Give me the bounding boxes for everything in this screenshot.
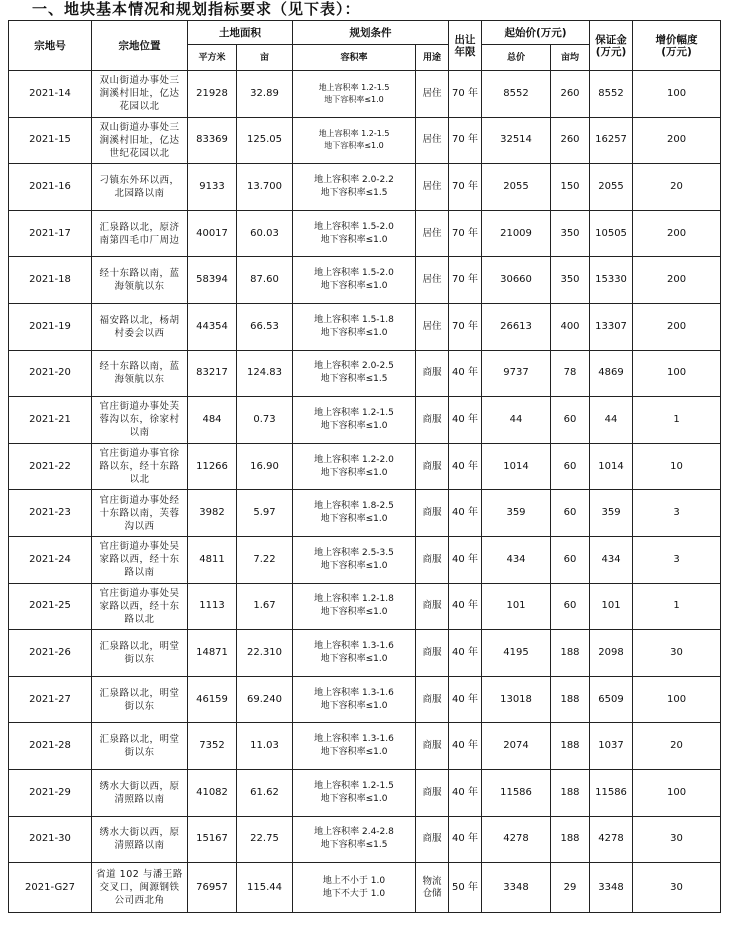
cell-per-mu-price: 188 bbox=[551, 630, 590, 677]
far-above-ground: 地上容积率 1.3-1.6 bbox=[314, 687, 394, 698]
cell-per-mu-price: 350 bbox=[551, 257, 590, 304]
cell-area-sqm: 21928 bbox=[188, 71, 237, 118]
table-row bbox=[9, 536, 721, 583]
cell-land-use: 商服 bbox=[416, 630, 449, 677]
table-row bbox=[9, 769, 721, 816]
cell-term: 40 年 bbox=[449, 630, 482, 677]
far-below-ground: 地下容积率≤1.0 bbox=[320, 467, 388, 478]
header-term-line1: 出让 bbox=[454, 33, 476, 46]
cell-per-mu-price: 400 bbox=[551, 303, 590, 350]
table-row bbox=[9, 350, 721, 397]
cell-location: 官庄街道办事处吴家路以西，经十东路以南 bbox=[92, 536, 188, 583]
far-above-ground: 地上容积率 2.5-3.5 bbox=[314, 547, 394, 558]
header-term-line2: 年限 bbox=[454, 45, 476, 58]
header-planning: 规划条件 bbox=[293, 21, 449, 45]
cell-parcel-id: 2021-G27 bbox=[9, 863, 92, 913]
cell-total-price: 44 bbox=[482, 397, 551, 444]
far-below-ground: 地下不大于 1.0 bbox=[322, 888, 386, 899]
cell-term: 40 年 bbox=[449, 350, 482, 397]
header-use: 用途 bbox=[416, 45, 449, 71]
cell-parcel-id: 2021-23 bbox=[9, 490, 92, 537]
cell-deposit: 1014 bbox=[590, 443, 633, 490]
cell-term: 40 年 bbox=[449, 583, 482, 630]
table-row bbox=[9, 676, 721, 723]
cell-increment: 200 bbox=[633, 303, 721, 350]
cell-total-price: 32514 bbox=[482, 117, 551, 164]
cell-per-mu-price: 350 bbox=[551, 210, 590, 257]
cell-total-price: 13018 bbox=[482, 676, 551, 723]
cell-term: 70 年 bbox=[449, 257, 482, 304]
far-below-ground: 地下容积率≤1.0 bbox=[324, 94, 384, 104]
cell-increment: 100 bbox=[633, 676, 721, 723]
cell-area-mu: 11.03 bbox=[237, 723, 293, 770]
cell-term: 50 年 bbox=[449, 863, 482, 913]
cell-increment: 30 bbox=[633, 863, 721, 913]
far-above-ground: 地上容积率 1.5-2.0 bbox=[314, 268, 394, 279]
header-total-price: 总价 bbox=[482, 45, 551, 71]
far-above-ground: 地上容积率 1.2-1.5 bbox=[318, 129, 390, 139]
cell-total-price: 26613 bbox=[482, 303, 551, 350]
cell-area-mu: 124.83 bbox=[237, 350, 293, 397]
cell-far bbox=[293, 397, 416, 444]
far-above-ground: 地上容积率 1.5-2.0 bbox=[314, 221, 394, 232]
cell-total-price: 4195 bbox=[482, 630, 551, 677]
far-below-ground: 地下容积率≤1.0 bbox=[320, 420, 388, 431]
cell-location: 双山街道办事处三涧溪村旧址，亿达花园以北 bbox=[92, 71, 188, 118]
cell-per-mu-price: 78 bbox=[551, 350, 590, 397]
cell-area-mu: 87.60 bbox=[237, 257, 293, 304]
cell-increment: 100 bbox=[633, 769, 721, 816]
far-below-ground: 地下容积率≤1.0 bbox=[320, 327, 388, 338]
cell-deposit: 2055 bbox=[590, 164, 633, 211]
cell-area-sqm: 46159 bbox=[188, 676, 237, 723]
cell-total-price: 4278 bbox=[482, 816, 551, 863]
cell-area-sqm: 15167 bbox=[188, 816, 237, 863]
table-row bbox=[9, 164, 721, 211]
header-area-sqm: 平方米 bbox=[188, 45, 237, 71]
cell-land-use: 物流仓储 bbox=[416, 863, 449, 913]
far-below-ground: 地下容积率≤1.0 bbox=[320, 700, 388, 711]
cell-term: 40 年 bbox=[449, 723, 482, 770]
header-row-1 bbox=[9, 21, 721, 45]
cell-land-use: 商服 bbox=[416, 490, 449, 537]
far-above-ground: 地上容积率 1.2-1.5 bbox=[314, 780, 394, 791]
cell-area-sqm: 4811 bbox=[188, 536, 237, 583]
far-above-ground: 地上容积率 1.3-1.6 bbox=[314, 640, 394, 651]
far-below-ground: 地下容积率≤1.0 bbox=[320, 653, 388, 664]
cell-area-mu: 60.03 bbox=[237, 210, 293, 257]
section-title: 一、地块基本情况和规划指标要求（见下表）： bbox=[32, 0, 361, 18]
cell-area-mu: 66.53 bbox=[237, 303, 293, 350]
header-start-price: 起始价(万元) bbox=[482, 21, 590, 45]
cell-area-sqm: 83217 bbox=[188, 350, 237, 397]
cell-per-mu-price: 188 bbox=[551, 816, 590, 863]
cell-per-mu-price: 188 bbox=[551, 676, 590, 723]
far-above-ground: 地上容积率 1.2-2.0 bbox=[314, 454, 394, 465]
cell-location: 绣水大街以西，原清照路以南 bbox=[92, 816, 188, 863]
cell-area-mu: 0.73 bbox=[237, 397, 293, 444]
header-deposit-line1: 保证金 bbox=[595, 33, 627, 46]
cell-location: 官庄街道办事处芙蓉沟以东，徐家村以南 bbox=[92, 397, 188, 444]
far-below-ground: 地下容积率≤1.0 bbox=[320, 607, 388, 618]
far-below-ground: 地下容积率≤1.5 bbox=[320, 374, 388, 385]
cell-location: 刁镇东外环以西，北园路以南 bbox=[92, 164, 188, 211]
cell-parcel-id: 2021-15 bbox=[9, 117, 92, 164]
cell-per-mu-price: 60 bbox=[551, 490, 590, 537]
cell-land-use: 商服 bbox=[416, 816, 449, 863]
land-parcel-table bbox=[8, 20, 721, 913]
cell-far bbox=[293, 863, 416, 913]
cell-parcel-id: 2021-28 bbox=[9, 723, 92, 770]
far-below-ground: 地下容积率≤1.0 bbox=[320, 234, 388, 245]
cell-area-sqm: 484 bbox=[188, 397, 237, 444]
cell-total-price: 359 bbox=[482, 490, 551, 537]
cell-term: 40 年 bbox=[449, 443, 482, 490]
cell-deposit: 434 bbox=[590, 536, 633, 583]
table-row bbox=[9, 210, 721, 257]
cell-term: 40 年 bbox=[449, 536, 482, 583]
cell-increment: 10 bbox=[633, 443, 721, 490]
cell-area-sqm: 1113 bbox=[188, 583, 237, 630]
cell-area-mu: 61.62 bbox=[237, 769, 293, 816]
cell-far bbox=[293, 583, 416, 630]
cell-land-use: 商服 bbox=[416, 723, 449, 770]
cell-term: 40 年 bbox=[449, 397, 482, 444]
cell-far bbox=[293, 490, 416, 537]
table-row bbox=[9, 117, 721, 164]
cell-parcel-id: 2021-14 bbox=[9, 71, 92, 118]
cell-parcel-id: 2021-27 bbox=[9, 676, 92, 723]
far-below-ground: 地下容积率≤1.0 bbox=[320, 793, 388, 804]
cell-deposit: 4869 bbox=[590, 350, 633, 397]
table-body bbox=[9, 71, 721, 913]
cell-deposit: 2098 bbox=[590, 630, 633, 677]
cell-location: 绣水大街以西，原清照路以南 bbox=[92, 769, 188, 816]
cell-parcel-id: 2021-19 bbox=[9, 303, 92, 350]
cell-deposit: 4278 bbox=[590, 816, 633, 863]
header-increment bbox=[633, 21, 721, 71]
cell-land-use: 居住 bbox=[416, 71, 449, 118]
table-row bbox=[9, 816, 721, 863]
cell-increment: 200 bbox=[633, 257, 721, 304]
far-above-ground: 地上容积率 1.8-2.5 bbox=[314, 501, 394, 512]
cell-total-price: 3348 bbox=[482, 863, 551, 913]
cell-total-price: 11586 bbox=[482, 769, 551, 816]
cell-increment: 200 bbox=[633, 117, 721, 164]
cell-area-mu: 13.700 bbox=[237, 164, 293, 211]
cell-parcel-id: 2021-26 bbox=[9, 630, 92, 677]
cell-increment: 100 bbox=[633, 350, 721, 397]
cell-deposit: 16257 bbox=[590, 117, 633, 164]
cell-area-mu: 7.22 bbox=[237, 536, 293, 583]
cell-far bbox=[293, 769, 416, 816]
cell-location: 汇泉路以北，明堂街以东 bbox=[92, 630, 188, 677]
far-above-ground: 地上容积率 1.2-1.8 bbox=[314, 594, 394, 605]
cell-location: 经十东路以南，蓝海领航以东 bbox=[92, 257, 188, 304]
cell-land-use: 商服 bbox=[416, 536, 449, 583]
cell-deposit: 8552 bbox=[590, 71, 633, 118]
cell-area-mu: 32.89 bbox=[237, 71, 293, 118]
header-increment-line1: 增价幅度 bbox=[655, 33, 698, 46]
cell-area-sqm: 7352 bbox=[188, 723, 237, 770]
cell-deposit: 359 bbox=[590, 490, 633, 537]
cell-land-use: 商服 bbox=[416, 443, 449, 490]
cell-land-use: 居住 bbox=[416, 164, 449, 211]
header-per-mu: 亩均 bbox=[551, 45, 590, 71]
cell-total-price: 9737 bbox=[482, 350, 551, 397]
header-deposit-line2: (万元) bbox=[595, 45, 627, 58]
cell-term: 70 年 bbox=[449, 71, 482, 118]
cell-location: 汇泉路以北，明堂街以东 bbox=[92, 676, 188, 723]
cell-deposit: 11586 bbox=[590, 769, 633, 816]
header-land-area: 土地面积 bbox=[188, 21, 293, 45]
cell-total-price: 30660 bbox=[482, 257, 551, 304]
far-above-ground: 地上容积率 2.0-2.5 bbox=[314, 361, 394, 372]
cell-deposit: 101 bbox=[590, 583, 633, 630]
table-row bbox=[9, 303, 721, 350]
cell-total-price: 2055 bbox=[482, 164, 551, 211]
cell-per-mu-price: 60 bbox=[551, 583, 590, 630]
cell-increment: 30 bbox=[633, 816, 721, 863]
cell-far bbox=[293, 71, 416, 118]
cell-term: 40 年 bbox=[449, 490, 482, 537]
cell-area-sqm: 41082 bbox=[188, 769, 237, 816]
cell-far bbox=[293, 350, 416, 397]
cell-area-sqm: 40017 bbox=[188, 210, 237, 257]
far-above-ground: 地上容积率 1.2-1.5 bbox=[318, 82, 390, 92]
far-below-ground: 地下容积率≤1.0 bbox=[324, 141, 384, 151]
cell-deposit: 1037 bbox=[590, 723, 633, 770]
cell-land-use: 居住 bbox=[416, 210, 449, 257]
cell-increment: 1 bbox=[633, 397, 721, 444]
cell-area-sqm: 44354 bbox=[188, 303, 237, 350]
cell-far bbox=[293, 303, 416, 350]
cell-total-price: 1014 bbox=[482, 443, 551, 490]
cell-location: 双山街道办事处三涧溪村旧址，亿达世纪花园以北 bbox=[92, 117, 188, 164]
cell-parcel-id: 2021-24 bbox=[9, 536, 92, 583]
cell-increment: 3 bbox=[633, 536, 721, 583]
cell-term: 70 年 bbox=[449, 303, 482, 350]
cell-location: 官庄街道办事处吴家路以西，经十东路以北 bbox=[92, 583, 188, 630]
cell-location: 官庄街道办事官徐路以东，经十东路以北 bbox=[92, 443, 188, 490]
far-below-ground: 地下容积率≤1.0 bbox=[320, 514, 388, 525]
cell-total-price: 101 bbox=[482, 583, 551, 630]
far-above-ground: 地上容积率 2.0-2.2 bbox=[314, 174, 394, 185]
cell-per-mu-price: 60 bbox=[551, 397, 590, 444]
header-deposit bbox=[590, 21, 633, 71]
far-above-ground: 地上不小于 1.0 bbox=[322, 875, 386, 886]
table-row bbox=[9, 630, 721, 677]
cell-area-mu: 1.67 bbox=[237, 583, 293, 630]
cell-parcel-id: 2021-18 bbox=[9, 257, 92, 304]
header-term bbox=[449, 21, 482, 71]
header-far: 容积率 bbox=[293, 45, 416, 71]
cell-parcel-id: 2021-16 bbox=[9, 164, 92, 211]
cell-land-use: 商服 bbox=[416, 583, 449, 630]
cell-area-mu: 125.05 bbox=[237, 117, 293, 164]
cell-term: 70 年 bbox=[449, 164, 482, 211]
cell-term: 40 年 bbox=[449, 816, 482, 863]
cell-far bbox=[293, 676, 416, 723]
cell-increment: 20 bbox=[633, 723, 721, 770]
far-above-ground: 地上容积率 1.3-1.6 bbox=[314, 734, 394, 745]
cell-area-mu: 115.44 bbox=[237, 863, 293, 913]
cell-increment: 20 bbox=[633, 164, 721, 211]
cell-far bbox=[293, 257, 416, 304]
cell-location: 官庄街道办事处经十东路以南，芙蓉沟以西 bbox=[92, 490, 188, 537]
far-below-ground: 地下容积率≤1.0 bbox=[320, 281, 388, 292]
header-increment-line2: (万元) bbox=[661, 45, 692, 58]
cell-term: 40 年 bbox=[449, 769, 482, 816]
cell-area-sqm: 3982 bbox=[188, 490, 237, 537]
cell-per-mu-price: 60 bbox=[551, 443, 590, 490]
table-row bbox=[9, 443, 721, 490]
cell-deposit: 10505 bbox=[590, 210, 633, 257]
cell-parcel-id: 2021-21 bbox=[9, 397, 92, 444]
cell-area-sqm: 9133 bbox=[188, 164, 237, 211]
cell-area-mu: 69.240 bbox=[237, 676, 293, 723]
cell-far bbox=[293, 210, 416, 257]
cell-total-price: 2074 bbox=[482, 723, 551, 770]
table-row bbox=[9, 490, 721, 537]
cell-term: 70 年 bbox=[449, 117, 482, 164]
cell-parcel-id: 2021-25 bbox=[9, 583, 92, 630]
header-parcel-no: 宗地号 bbox=[9, 21, 92, 71]
cell-per-mu-price: 260 bbox=[551, 117, 590, 164]
cell-parcel-id: 2021-17 bbox=[9, 210, 92, 257]
cell-far bbox=[293, 630, 416, 677]
cell-parcel-id: 2021-30 bbox=[9, 816, 92, 863]
cell-total-price: 21009 bbox=[482, 210, 551, 257]
cell-increment: 30 bbox=[633, 630, 721, 677]
cell-per-mu-price: 150 bbox=[551, 164, 590, 211]
cell-land-use: 商服 bbox=[416, 397, 449, 444]
far-above-ground: 地上容积率 2.4-2.8 bbox=[314, 827, 394, 838]
cell-land-use: 居住 bbox=[416, 257, 449, 304]
table-row bbox=[9, 397, 721, 444]
table-row bbox=[9, 723, 721, 770]
cell-deposit: 44 bbox=[590, 397, 633, 444]
far-above-ground: 地上容积率 1.2-1.5 bbox=[314, 407, 394, 418]
cell-far bbox=[293, 117, 416, 164]
cell-far bbox=[293, 443, 416, 490]
cell-area-sqm: 58394 bbox=[188, 257, 237, 304]
cell-increment: 1 bbox=[633, 583, 721, 630]
cell-location: 省道 102 与潘王路交叉口，闽源钢铁公司西北角 bbox=[92, 863, 188, 913]
cell-parcel-id: 2021-29 bbox=[9, 769, 92, 816]
table-row bbox=[9, 71, 721, 118]
cell-total-price: 8552 bbox=[482, 71, 551, 118]
cell-far bbox=[293, 164, 416, 211]
cell-per-mu-price: 60 bbox=[551, 536, 590, 583]
cell-land-use: 居住 bbox=[416, 117, 449, 164]
header-area-mu: 亩 bbox=[237, 45, 293, 71]
cell-per-mu-price: 188 bbox=[551, 769, 590, 816]
cell-land-use: 居住 bbox=[416, 303, 449, 350]
far-below-ground: 地下容积率≤1.0 bbox=[320, 560, 388, 571]
cell-location: 经十东路以南，蓝海领航以东 bbox=[92, 350, 188, 397]
cell-location: 汇泉路以北，原济南第四毛巾厂周边 bbox=[92, 210, 188, 257]
cell-increment: 3 bbox=[633, 490, 721, 537]
far-above-ground: 地上容积率 1.5-1.8 bbox=[314, 314, 394, 325]
cell-far bbox=[293, 816, 416, 863]
cell-land-use: 商服 bbox=[416, 769, 449, 816]
far-below-ground: 地下容积率≤1.5 bbox=[320, 840, 388, 851]
cell-land-use: 商服 bbox=[416, 350, 449, 397]
cell-term: 40 年 bbox=[449, 676, 482, 723]
cell-deposit: 3348 bbox=[590, 863, 633, 913]
cell-area-sqm: 76957 bbox=[188, 863, 237, 913]
cell-deposit: 6509 bbox=[590, 676, 633, 723]
table-row bbox=[9, 583, 721, 630]
cell-increment: 200 bbox=[633, 210, 721, 257]
cell-parcel-id: 2021-22 bbox=[9, 443, 92, 490]
header-location: 宗地位置 bbox=[92, 21, 188, 71]
cell-location: 汇泉路以北，明堂街以东 bbox=[92, 723, 188, 770]
cell-per-mu-price: 260 bbox=[551, 71, 590, 118]
cell-location: 福安路以北，杨胡村委会以西 bbox=[92, 303, 188, 350]
cell-area-mu: 22.310 bbox=[237, 630, 293, 677]
far-below-ground: 地下容积率≤1.5 bbox=[320, 187, 388, 198]
cell-far bbox=[293, 536, 416, 583]
cell-area-mu: 22.75 bbox=[237, 816, 293, 863]
cell-area-sqm: 14871 bbox=[188, 630, 237, 677]
table-row bbox=[9, 257, 721, 304]
cell-land-use: 商服 bbox=[416, 676, 449, 723]
table-row bbox=[9, 863, 721, 913]
cell-far bbox=[293, 723, 416, 770]
cell-area-mu: 5.97 bbox=[237, 490, 293, 537]
cell-deposit: 13307 bbox=[590, 303, 633, 350]
far-below-ground: 地下容积率≤1.0 bbox=[320, 747, 388, 758]
cell-per-mu-price: 29 bbox=[551, 863, 590, 913]
cell-increment: 100 bbox=[633, 71, 721, 118]
cell-deposit: 15330 bbox=[590, 257, 633, 304]
cell-term: 70 年 bbox=[449, 210, 482, 257]
cell-total-price: 434 bbox=[482, 536, 551, 583]
cell-area-sqm: 11266 bbox=[188, 443, 237, 490]
cell-area-mu: 16.90 bbox=[237, 443, 293, 490]
cell-parcel-id: 2021-20 bbox=[9, 350, 92, 397]
cell-per-mu-price: 188 bbox=[551, 723, 590, 770]
cell-area-sqm: 83369 bbox=[188, 117, 237, 164]
